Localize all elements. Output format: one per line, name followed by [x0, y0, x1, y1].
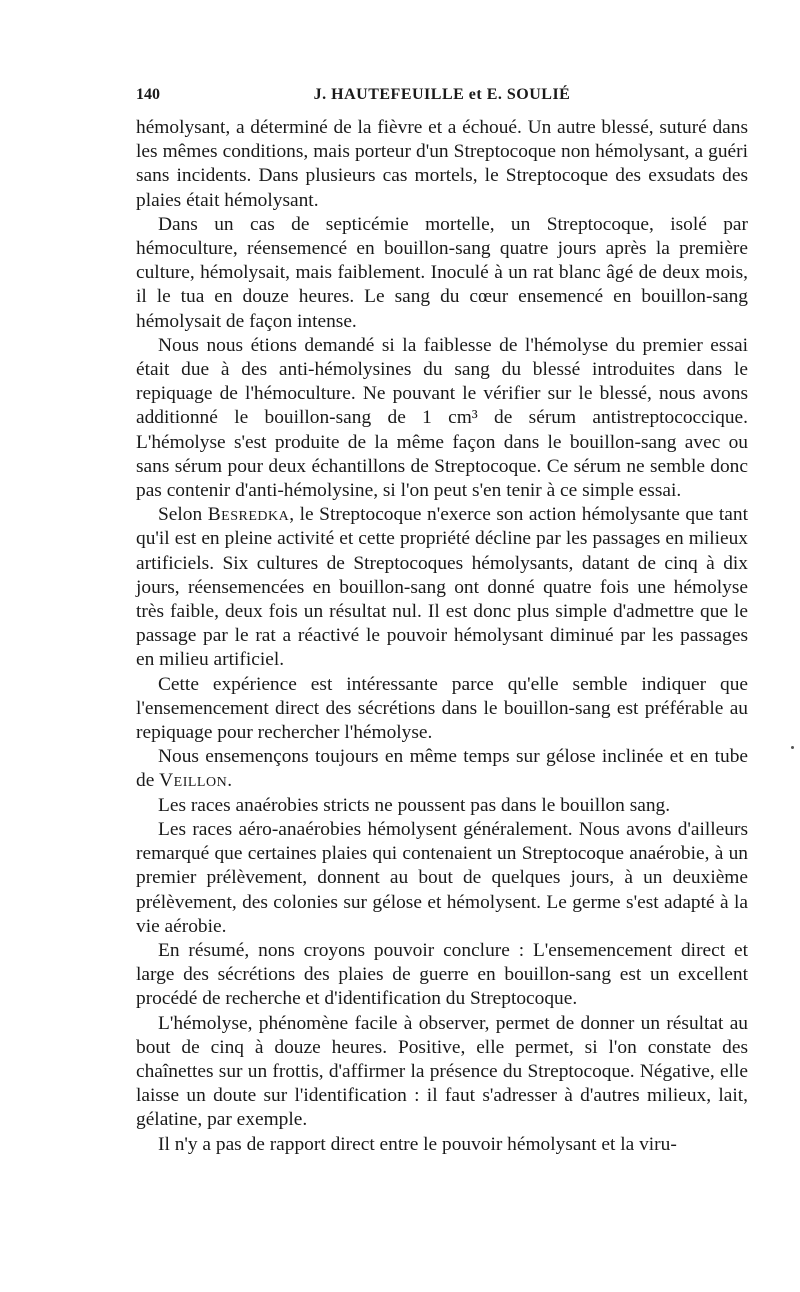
paragraph-4-text-a: Selon [158, 504, 208, 526]
paragraph-6 [136, 745, 748, 793]
paragraph-8: Les races aéro-anaérobies hémolysent généralement. Nous avons d'ailleurs remarqué que certaines plaies qui contenaient un Streptocoque anaérobie, à un premier prélèvement, donnent au bout de quelques jours, à un deuxième prélèvement, des colonies sur gélose et hémolysent. Le germe s'est adapté à la vie aérobie. [136, 818, 748, 937]
paragraph-9: En résumé, nons croyons pouvoir conclure : L'ensemencement direct et large des sécrétions des plaies de guerre en bouillon-sang est un excellent procédé de recherche et d'identification du Streptocoque. [136, 939, 748, 1010]
paragraph-5: Cette expérience est intéressante parce qu'elle semble indiquer que l'ensemencement direct des sécrétions dans le bouillon-sang est préférable au repiquage pour rechercher l'hémolyse. [136, 673, 748, 744]
running-header [136, 86, 748, 108]
margin-speck [791, 746, 794, 749]
body-text [136, 116, 748, 1157]
author-name-besredka: Besredka [207, 504, 290, 526]
paragraph-6-text-a: Nous ensemençons toujours en même temps sur gélose inclinée et en tube de [136, 746, 748, 792]
paragraph-4 [136, 503, 748, 672]
author-name-veillon: Veillon [159, 770, 228, 792]
paragraph-7: Les races anaérobies stricts ne poussent pas dans le bouillon sang. [158, 794, 671, 816]
running-title: J. HAUTEFEUILLE et E. SOULIÉ [313, 86, 571, 103]
paragraph-2: Dans un cas de septicémie mortelle, un Streptocoque, isolé par hémoculture, réensemencé en bouillon-sang quatre jours après la première culture, hémolysait, mais faiblement. Inoculé à un rat blanc âgé de deux mois, il le tua en douze heures. Le sang du cœur ensemencé en bouillon-sang hémolysait de façon intense. [136, 213, 748, 332]
page-number: 140 [136, 86, 160, 103]
paragraph-11: Il n'y a pas de rapport direct entre le pouvoir hémolysant et la viru- [158, 1133, 677, 1155]
paragraph-3: Nous nous étions demandé si la faiblesse de l'hémolyse du premier essai était due à des anti-hémolysines du sang du blessé introduites dans le repiquage de l'hémoculture. Ne pouvant le vérifier sur le blessé, nous avons additionné le bouillon-sang de 1 cm³ de sérum antistreptococcique. L'hémolyse s'est produite de la même façon dans le bouillon-sang avec ou sans sérum pour deux échantillons de Streptocoque. Ce sérum ne semble donc pas contenir d'anti-hémolysine, si l'on peut s'en tenir à ce simple essai. [136, 334, 748, 502]
paragraph-1: hémolysant, a déterminé de la fièvre et a échoué. Un autre blessé, suturé dans les mêmes conditions, mais porteur d'un Streptocoque non hémolysant, a guéri sans incidents. Dans plusieurs cas mortels, le Streptocoque des exsudats des plaies était hémolysant. [136, 117, 748, 211]
paragraph-4-text-b: , le Streptocoque n'exerce son action hémolysante que tant qu'il est en pleine activité et cette propriété décline par les passages en milieux artificiels. Six cultures de Streptocoques hémolysants, datant de cinq à dix jours, réensemencées en bouillon-sang ont donné quatre fois une hémolyse très faible, deux fois un résultat nul. Il est donc plus simple d'admettre que le passage par le rat a réactivé le pouvoir hémolysant diminué par les passages en milieu artificiel. [136, 504, 748, 671]
paragraph-10: L'hémolyse, phénomène facile à observer, permet de donner un résultat au bout de cinq à douze heures. Positive, elle permet, si l'on constate des chaînettes sur un frottis, d'affirmer la présence du Streptocoque. Négative, elle laisse un doute sur l'identification : il faut s'adresser à d'autres milieux, lait, gélatine, par exemple. [136, 1012, 748, 1131]
paragraph-6-text-b: . [227, 770, 233, 792]
